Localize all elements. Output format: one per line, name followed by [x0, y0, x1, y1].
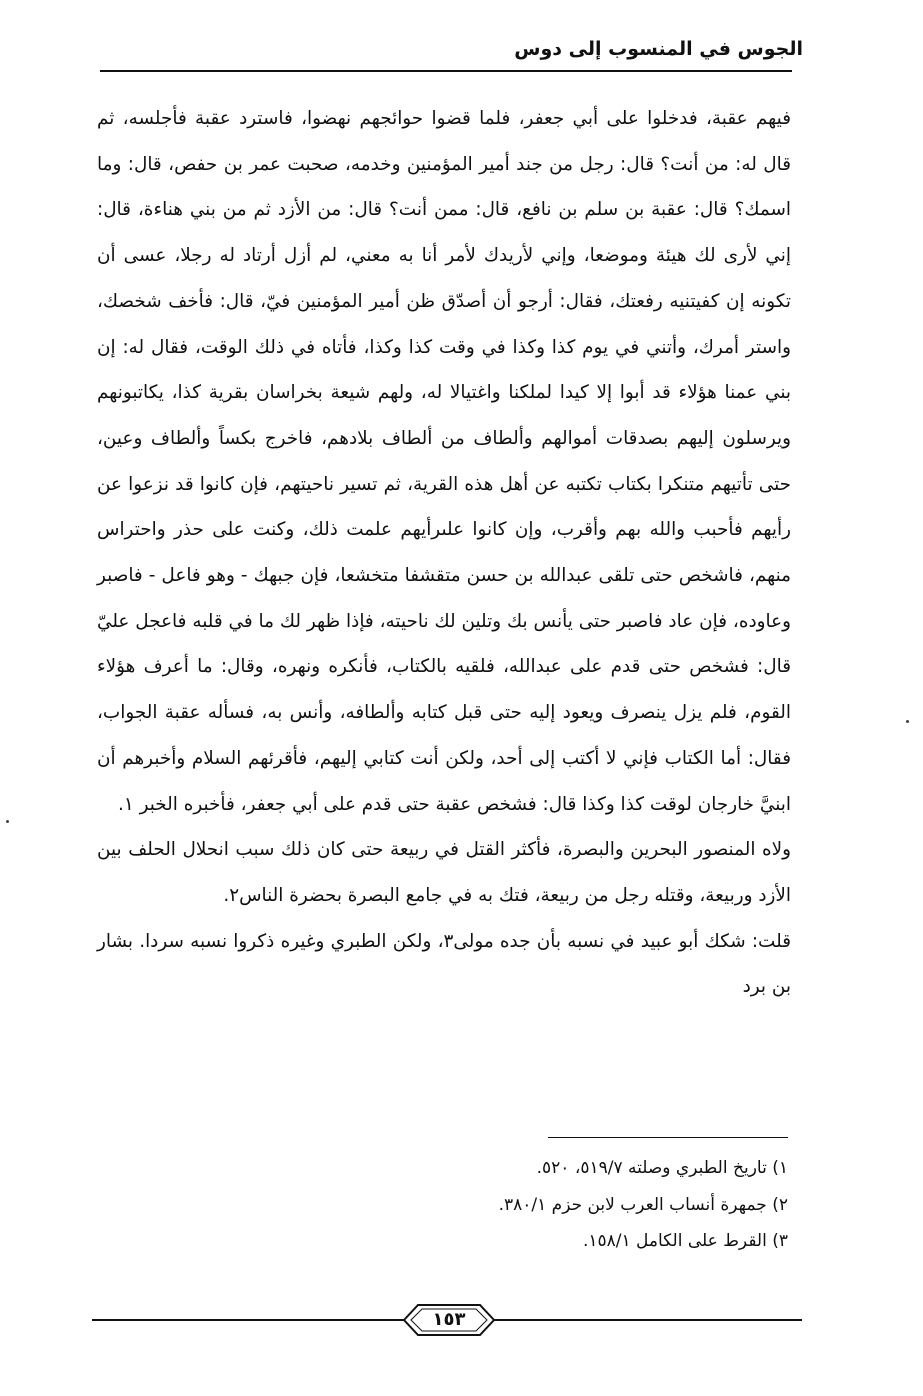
- footnote: ٢) جمهرة أنساب العرب لابن حزم ٣٨٠/١.: [498, 1194, 788, 1215]
- header-rule: [100, 70, 792, 72]
- running-header-title: الجوس في المنسوب إلى دوس: [514, 38, 803, 60]
- scan-speck: [6, 820, 9, 823]
- footnote: ٣) القرط على الكامل ١٥٨/١.: [582, 1231, 788, 1251]
- paragraph: قلت: شكك أبو عبيد في نسبه بأن جده مولى٣، ولكن الطبري وغيره ذكروا نسبه سردا. بشار بن برد: [97, 930, 791, 998]
- page-number: ١٥٣: [432, 1309, 466, 1330]
- main-text: [97, 96, 791, 1010]
- paragraph: ولاه المنصور البحرين والبصرة، فأكثر القتل في ربيعة حتى كان ذلك سبب انحلال الحلف بين الأزد وربيعة، وقتله رجل من ربيعة، فتك به في جامع البصرة بحضرة الناس٢.: [97, 839, 791, 906]
- footnote-separator: [548, 1137, 788, 1138]
- footnote: ١) تاريخ الطبري وصلته ٥١٩/٧، ٥٢٠.: [536, 1158, 788, 1178]
- footnotes: [300, 1150, 788, 1260]
- scan-speck: [906, 720, 909, 723]
- paragraph: فيهم عقبة، فدخلوا على أبي جعفر، فلما قضوا حوائجهم نهضوا، فاسترد عقبة فأجلسه، ثم قال له: من أنت؟ قال: رجل من جند أمير المؤمنين وخدمه، صحبت عمر بن حفص، قال: وما اسمك؟ قال: عقبة بن سلم بن نافع، قال: ممن أنت؟ قال: من الأزد ثم من بني هناءة، قال: إني لأرى لك هيئة وموضعا، وإني لأريدك لأمر أنا به معني، لم أزل أرتاد له رجلا، عسى أن تكونه إن كفيتنيه رفعتك، فقال: أرجو أن أصدّق ظن أمير المؤمنين فيّ، قال: فأخف شخصك، واستر أمرك، وأتني في يوم كذا وكذا في وقت كذا وكذا، فأتاه في ذلك الوقت، فقال له: إن بني عمنا هؤلاء قد أبوا إلا كيدا لملكنا واغتيالا له، ولهم شيعة بخراسان بقرية كذا، يكاتبونهم ويرسلون إليهم بصدقات أموالهم وألطاف من ألطاف بلادهم، فاخرج بكساً وألطاف وعين، حتى تأتيهم متنكرا بكتاب تكتبه عن أهل هذه القرية، ثم تسير ناحيتهم، فإن كانوا قد نزعوا عن رأيهم فأحبب والله بهم وأقرب، وإن كانوا علىرأيهم علمت ذلك، وكنت على حذر واحتراس منهم، فاشخص حتى تلقى عبدالله بن حسن متقشفا متخشعا، فإن جبهك - وهو فاعل - فاصبر وعاوده، فإن عاد فاصبر حتى يأنس بك وتلين لك ناحيته، فإذا ظهر لك ما في قلبه فاعجل عليّ قال: فشخص حتى قدم على عبدالله، فلقيه بالكتاب، فأنكره ونهره، وقال: ما أعرف هؤلاء القوم، فلم يزل ينصرف ويعود إليه حتى قبل كتابه وألطافه، وأنس به، فسأله عقبة الجواب، فقال: أما الكتاب فإني لا أكتب إلى أحد، ولكن أنت كتابي إليهم، فأقرئهم السلام وأخبرهم أن ابنيَّ خارجان لوقت كذا وكذا قال: فشخص عقبة حتى قدم على أبي جعفر، فأخبره الخبر ١.: [97, 108, 791, 815]
- page-folio: [92, 1300, 802, 1340]
